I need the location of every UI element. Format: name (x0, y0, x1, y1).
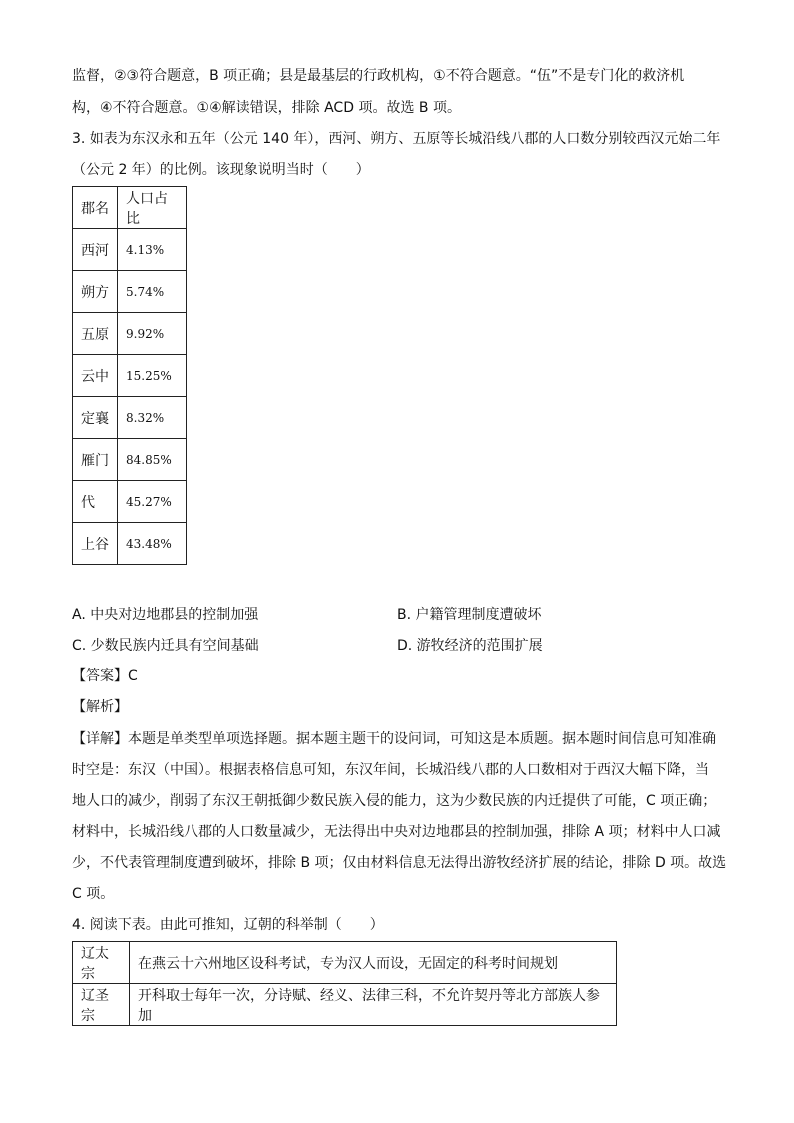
table-cell: 五原 (73, 313, 118, 355)
question-stem: 4. 阅读下表。由此可推知，辽朝的科举制（ ） (72, 917, 384, 933)
table-cell: 上谷 (73, 523, 118, 565)
option-d: D. 游牧经济的范围扩展 (397, 638, 543, 654)
population-table (72, 186, 187, 565)
detail-line: 地人口的减少，削弱了东汉王朝抵御少数民族入侵的能力，这为少数民族的内迁提供了可能，C 项正确； (72, 793, 717, 809)
table-cell: 西河 (73, 229, 118, 271)
table-header-row (73, 187, 187, 229)
table-cell: 雁门 (73, 439, 118, 481)
text-line: 构，④不符合题意。①④解读错误，排除 ACD 项。故选 B 项。 (72, 100, 461, 116)
table-row (73, 942, 617, 984)
option-b: B. 户籍管理制度遭破坏 (397, 607, 542, 623)
table-row (73, 523, 187, 565)
text-line: 监督，②③符合题意，B 项正确；县是最基层的行政机构，①不符合题意。“伍”不是专门化的救济机 (72, 68, 685, 84)
table-cell: 朔方 (73, 271, 118, 313)
table-cell: 45.27% (118, 481, 187, 523)
question-stem: 3. 如表为东汉永和五年（公元 140 年），西河、朔方、五原等长城沿线八郡的人口数分别较西汉元始二年 (72, 131, 721, 147)
table-row (73, 984, 617, 1026)
table-cell: 定襄 (73, 397, 118, 439)
keju-table (72, 941, 617, 1026)
table-row (73, 229, 187, 271)
detail-line: 材料中，长城沿线八郡的人口数量减少，无法得出中央对边地郡县的控制加强，排除 A 项；材料中人口减 (72, 824, 721, 840)
answer-label: 【答案】C (72, 668, 138, 684)
table-cell: 辽圣宗 (73, 984, 130, 1026)
detail-line: 少，不代表管理制度遭到破坏，排除 B 项；仅由材料信息无法得出游牧经济扩展的结论，排除 D 项。故选 (72, 855, 727, 871)
detail-line: 【详解】本题是单类型单项选择题。据本题主题干的设问词，可知这是本质题。据本题时间信息可知准确 (72, 731, 716, 747)
table-row (73, 271, 187, 313)
analysis-label: 【解析】 (72, 699, 128, 715)
header-cell: 郡名 (73, 187, 118, 229)
table-cell: 43.48% (118, 523, 187, 565)
option-c: C. 少数民族内迁具有空间基础 (72, 638, 259, 654)
table-cell: 4.13% (118, 229, 187, 271)
table-cell: 5.74% (118, 271, 187, 313)
table-cell: 云中 (73, 355, 118, 397)
detail-line: 时空是：东汉（中国）。根据表格信息可知，东汉年间，长城沿线八郡的人口数相对于西汉大幅下降，当 (72, 762, 709, 778)
table-row (73, 481, 187, 523)
detail-line: C 项。 (72, 886, 115, 902)
header-cell: 人口占比 (118, 187, 187, 229)
table-cell: 15.25% (118, 355, 187, 397)
question-stem: （公元 2 年）的比例。该现象说明当时（ ） (72, 162, 370, 178)
table-cell: 8.32% (118, 397, 187, 439)
table-cell: 84.85% (118, 439, 187, 481)
table-row (73, 313, 187, 355)
table-cell: 辽太宗 (73, 942, 130, 984)
table-cell: 9.92% (118, 313, 187, 355)
table-cell: 开科取士每年一次，分诗赋、经义、法律三科，不允许契丹等北方部族人参加 (130, 984, 617, 1026)
table-cell: 在燕云十六州地区设科考试，专为汉人而设，无固定的科考时间规划 (130, 942, 617, 984)
table-cell: 代 (73, 481, 118, 523)
table-row (73, 439, 187, 481)
table-row (73, 397, 187, 439)
table-row (73, 355, 187, 397)
option-a: A. 中央对边地郡县的控制加强 (72, 607, 259, 623)
